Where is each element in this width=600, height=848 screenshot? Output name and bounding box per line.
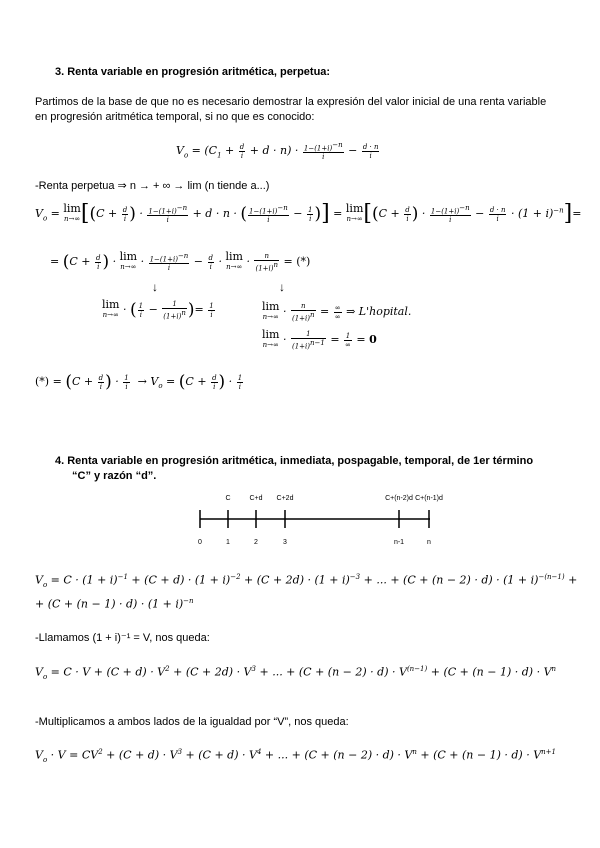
llamamos-text: -Llamamos (1 + i)⁻¹ = V, nos queda:	[35, 632, 210, 644]
timeline-tick-2: 2	[254, 539, 258, 546]
formula-v0-in-v: $V_o = C \cdot V + (C + d) \cdot V^2 + (C + 2d) \cdot V^3$ + ... + $(C + (n - 2) \cdot d) \cdot V^{(n-1)} + (C + (n - 1) \cdot d) \cdot V^n$	[35, 665, 557, 681]
timeline-label-c-n1d: C+(n-1)d	[415, 495, 443, 502]
timeline-tick-n: n	[427, 539, 431, 546]
intro-paragraph: Partimos de la base de que no es necesario demostrar la expresión del valor inicial de una renta variable en progresión aritmética temporal, si no que es conocido:	[35, 96, 547, 123]
section-3-heading: 3. Renta variable en progresión aritmética, perpetua:	[55, 66, 331, 78]
formula-v0-perpetua-1: $V_o = \lim$ n→∞ [(C + $\frac{d}{i}$ ) · $\frac{1-(1+i)^{-n}}{i}$ + d · n · ( $\frac{1-(1+i)^{-n}}{i}$ − $\frac{1}{i}$ )] = lim n→∞ [(C + $\frac{d}{i}$ ) · $\frac{1-(1+i)^{-n}}{i}$ − $\frac{d \cdot n}{i}$ · $(1 + i)^{-n}]=$	[35, 201, 582, 227]
timeline-tick-0: 0	[198, 539, 202, 546]
limit-result-left: lim n→∞ · ( $\frac{1}{i}$ − $\frac{1}{(1+i)^n}$ )= $\frac{1}{i}$	[102, 298, 214, 321]
section-4-heading-line1: 4. Renta variable en progresión aritmética, inmediata, pospagable, temporal, de 1er término	[55, 455, 534, 467]
section-4-heading-line2: “C” y razón “d”.	[72, 470, 157, 482]
formula-v0-temporal: $V_o = (C_1$ + $\frac{d}{i}$ + d · n) · $\frac{1-(1+i)^{-n}}{i}$ − $\frac{d \cdot n}{i}$	[176, 141, 379, 162]
formula-v0-perpetua-2: = (C + $\frac{d}{i}$ ) · lim n→∞ · $\frac{1-(1+i)^{-n}}{i}$ − $\frac{d}{i}$ · lim n→∞ · $\frac{n}{(1+i)^n}$ = (*)	[50, 250, 311, 273]
timeline-label-c: C	[225, 495, 231, 502]
formula-v0-times-v: $V_o \cdot V = CV^2 + (C + d) \cdot V^3 + (C + d) \cdot V^4$ + ... + $(C + (n - 2) \cdot d) \cdot V^n + (C + (n - 1) \cdot d) \cdot V^{n+1}$	[35, 748, 556, 764]
multiplicamos-text: -Multiplicamos a ambos lados de la igualdad por “V”, nos queda:	[35, 716, 349, 728]
down-arrow-right: ↓	[279, 280, 285, 294]
timeline-tick-3: 3	[283, 539, 287, 546]
star-result: (*) = (C + $\frac{d}{i}$ ) · $\frac{1}{i}$ → $V_o = (C$ + $\frac{d}{i}$ ) · $\frac{1}{i}$	[35, 372, 243, 392]
cashflow-timeline	[190, 486, 450, 548]
timeline-label-c-d: C+d	[249, 495, 263, 502]
down-arrow-left: ↓	[152, 280, 158, 294]
timeline-label-c-2d: C+2d	[276, 495, 294, 502]
timeline-label-c-n2d: C+(n-2)d	[385, 495, 413, 502]
timeline-tick-1: 1	[226, 539, 230, 546]
formula-v0-sum-2: + $(C + (n - 1) \cdot d) \cdot (1 + i)^{-n}$	[35, 597, 194, 611]
perpetua-label: -Renta perpetua ⇒ n → + ∞ → lim (n tiende a...)	[35, 180, 270, 192]
formula-v0-sum-1: $V_o = C \cdot (1 + i)^{-1} + (C + d) \cdot (1 + i)^{-2} + (C + 2d) \cdot (1 + i)^{-3}$ + ... + $(C + (n - 2) \cdot d) \cdot (1 + i)^{-(n-1)}$ +	[35, 573, 578, 589]
limit-hopital: lim n→∞ · $\frac{n}{(1+i)^n}$ = ∞ ∞ ⇒ L'hopital.	[262, 300, 412, 323]
timeline-tick-n-1: n-1	[393, 539, 405, 546]
limit-zero: lim n→∞ · $\frac{1}{(1+i)^{n-1}}$ = 1 ∞ = 0	[262, 328, 377, 351]
